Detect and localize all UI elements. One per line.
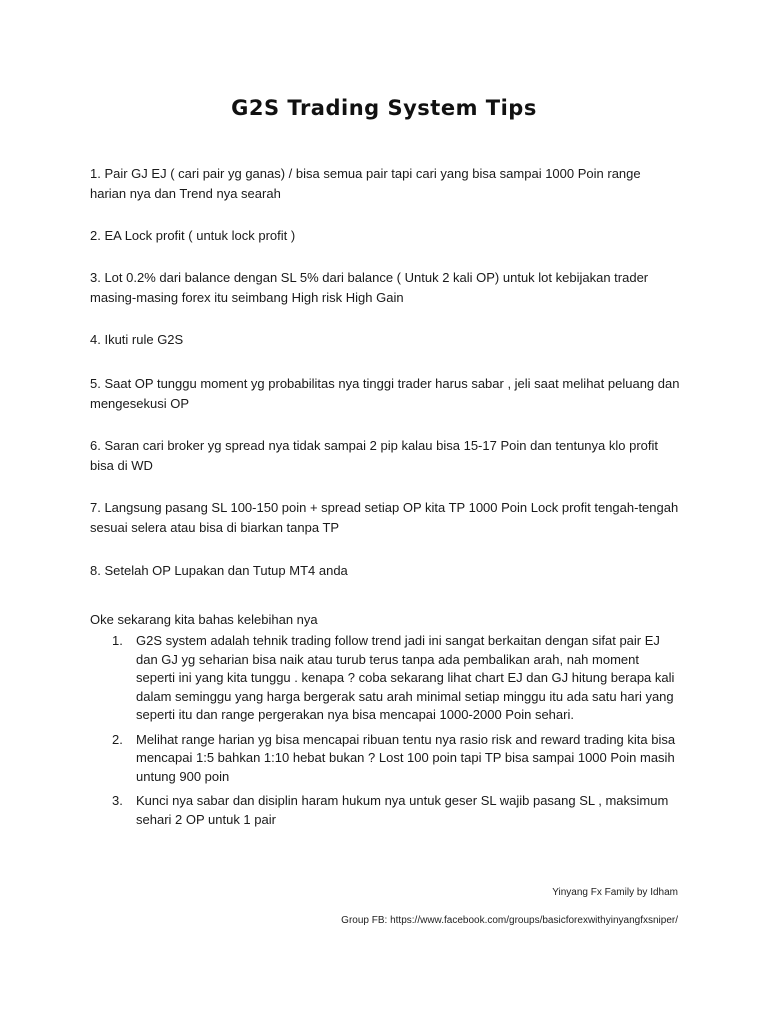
advantage-text: Melihat range harian yg bisa mencapai ribuan tentu nya rasio risk and reward trading kita bisa mencapai 1:5 bahkan 1:10 hebat bukan ? Lost 100 poin tapi TP bisa sampai 1000 Poin masih untung 900 poin	[136, 731, 676, 784]
tip-item-1: 1. Pair GJ EJ ( cari pair yg ganas) / bisa semua pair tapi cari yang bisa sampai 1000 Poin range harian nya dan Trend nya searah	[90, 166, 641, 201]
advantage-number: 1.	[112, 633, 123, 648]
advantage-text: Kunci nya sabar dan disiplin haram hukum nya untuk geser SL wajib pasang SL , maksimum sehari 2 OP untuk 1 pair	[136, 793, 669, 827]
tip-item-3: 3. Lot 0.2% dari balance dengan SL 5% dari balance ( Untuk 2 kali OP) untuk lot kebijakan trader masing-masing forex itu seimbang High risk High Gain	[90, 270, 649, 305]
advantage-number: 3.	[112, 793, 123, 808]
tip-item-6: 6. Saran cari broker yg spread nya tidak sampai 2 pip kalau bisa 15-17 Poin dan tentunya klo profit bisa di WD	[90, 438, 659, 473]
advantage-item-2	[90, 731, 680, 787]
tip-item-2: 2. EA Lock profit ( untuk lock profit )	[90, 228, 296, 243]
tip-item-4: 4. Ikuti rule G2S	[90, 332, 184, 347]
advantages-list	[90, 632, 680, 835]
document-title: G2S Trading System Tips	[231, 96, 537, 120]
advantage-text: G2S system adalah tehnik trading follow trend jadi ini sangat berkaitan dengan sifat pair EJ dan GJ yg seharian bisa naik atau turub terus tanpa ada pembalikan arah, nah moment seperti ini yang kita tunggu . kenapa ? coba sekarang lihat chart EJ dan GJ hitung berapa kali dalam seminggu yang harga bergerak satu arah minimal setiap minggu itu ada satu hari yang seperti itu dan range pergerakan nya bisa mencapai 1000-2000 Poin sehari.	[136, 633, 675, 722]
advantage-item-3	[90, 792, 680, 829]
advantages-intro: Oke sekarang kita bahas kelebihan nya	[90, 612, 318, 627]
tip-item-7: 7. Langsung pasang SL 100-150 poin + spread setiap OP kita TP 1000 Poin Lock profit tengah-tengah sesuai selera atau bisa di biarkan tanpa TP	[90, 500, 679, 535]
tip-item-5: 5. Saat OP tunggu moment yg probabilitas nya tinggi trader harus sabar , jeli saat melihat peluang dan mengesekusi OP	[90, 376, 680, 411]
footer-group-link[interactable]: Group FB: https://www.facebook.com/groups/basicforexwithyinyangfxsniper/	[341, 915, 678, 926]
advantage-number: 2.	[112, 731, 123, 747]
advantage-item-1	[90, 632, 680, 725]
footer-credit: Yinyang Fx Family by Idham	[552, 887, 678, 898]
tip-item-8: 8. Setelah OP Lupakan dan Tutup MT4 anda	[90, 563, 348, 578]
